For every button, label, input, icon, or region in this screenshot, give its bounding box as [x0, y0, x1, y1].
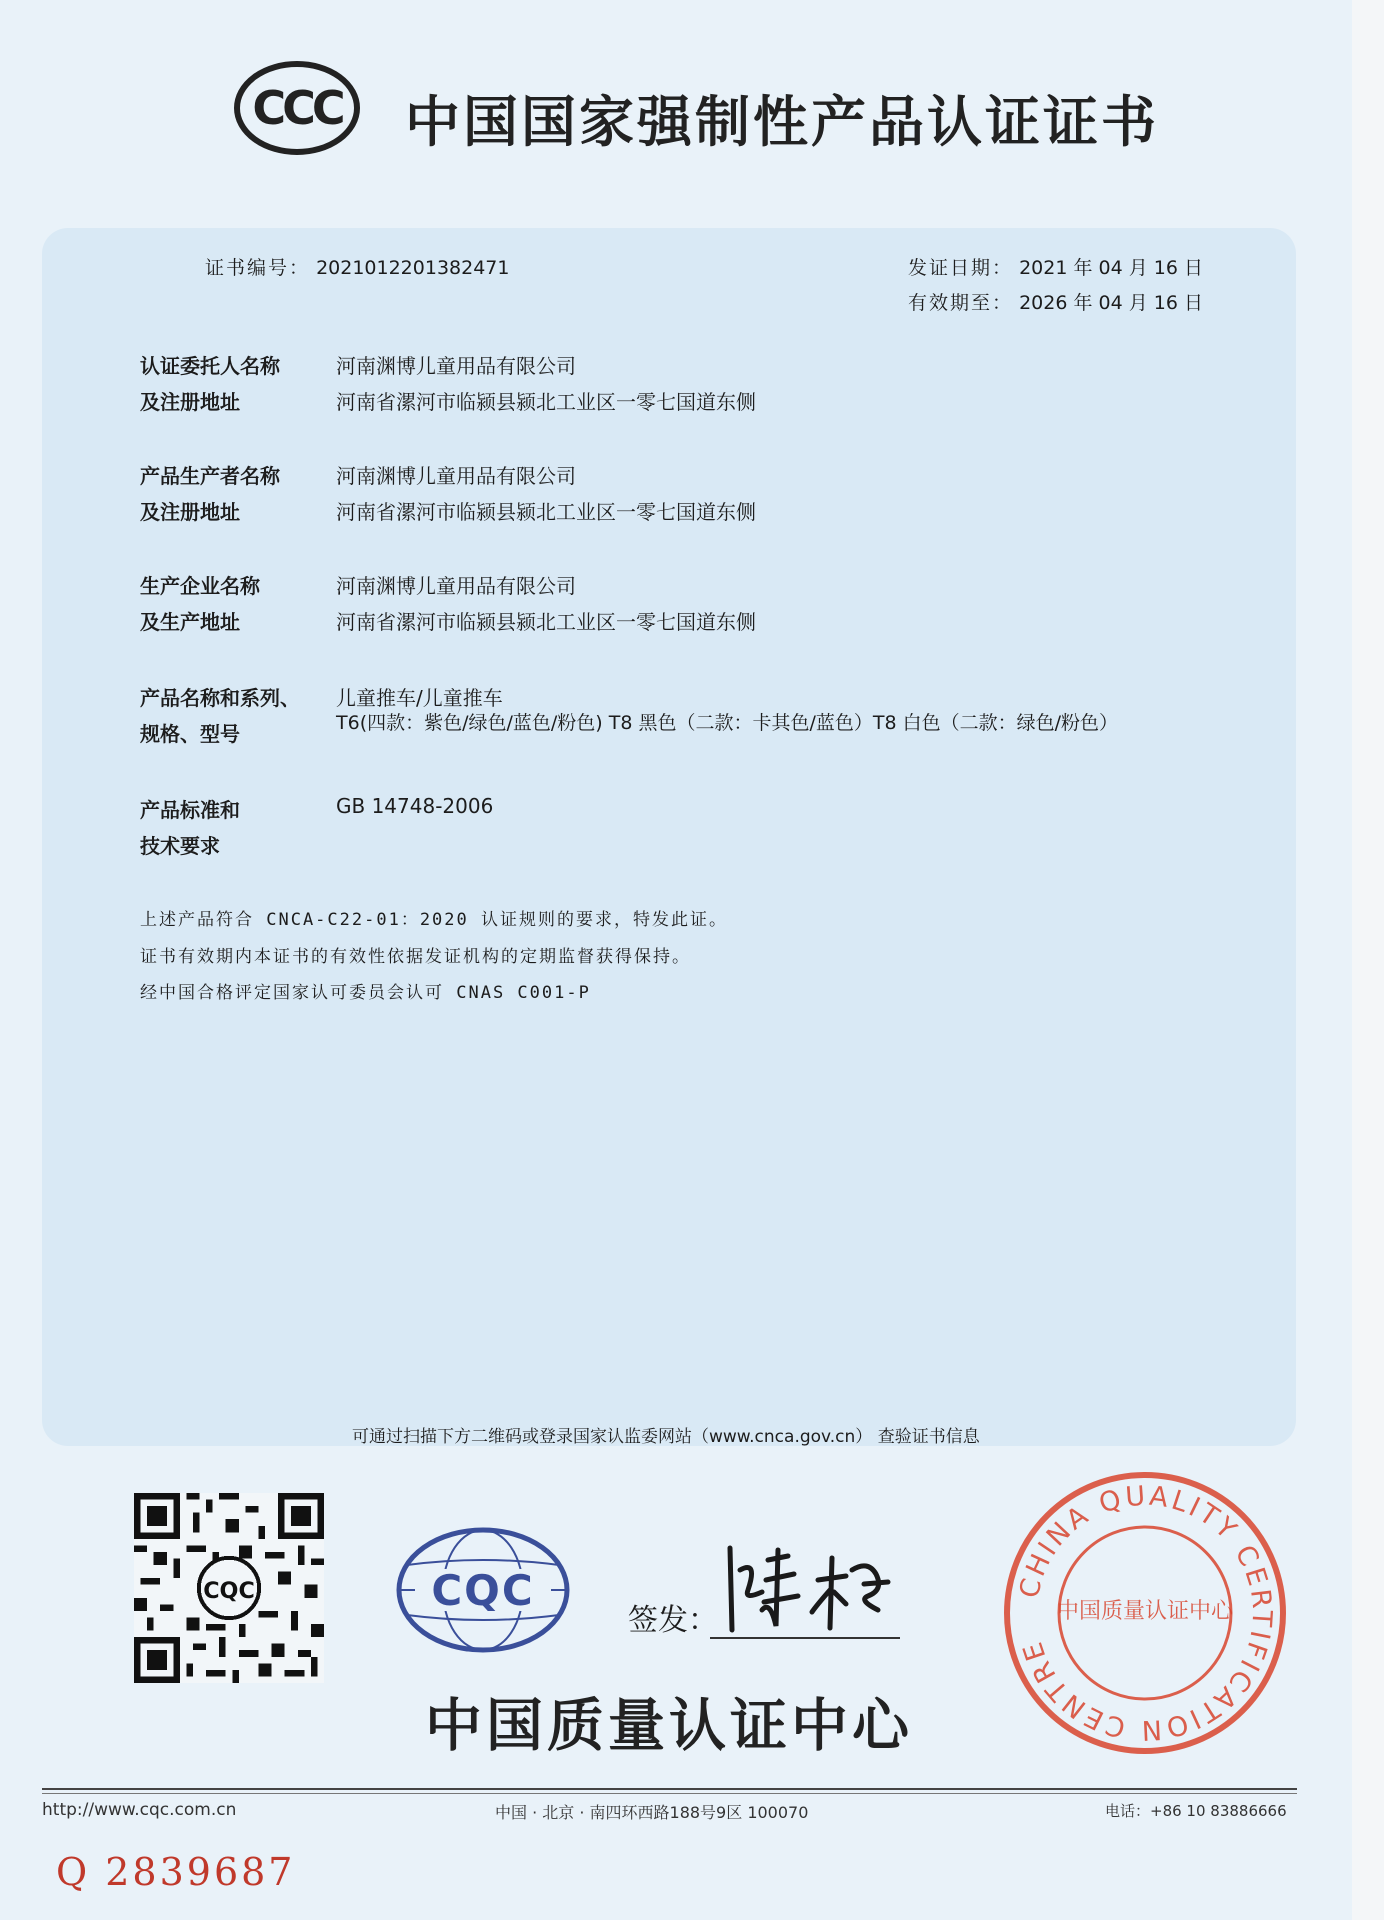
- factory-label: 生产企业名称: [140, 574, 260, 598]
- product-model-label: 规格、型号: [140, 722, 240, 746]
- signature-label: 签发：: [628, 1603, 718, 1638]
- footer-divider: [42, 1788, 1297, 1790]
- certificate-title: 中国国家强制性产品认证证书: [405, 90, 1160, 154]
- manufacturer-name: 河南渊博儿童用品有限公司: [336, 464, 576, 488]
- signature-line: [710, 1637, 900, 1639]
- svg-text:CHINA QUALITY CERTIFICATION CE: CHINA QUALITY CERTIFICATION CENTRE: [1013, 1480, 1278, 1746]
- issuing-organization: 中国质量认证中心: [425, 1693, 913, 1759]
- ccc-logo-icon: [232, 58, 362, 158]
- product-models: T6(四款：紫色/绿色/蓝色/粉色) T8 黑色（二款：卡其色/蓝色）T8 白色（二款：绿色/粉色）: [336, 712, 1119, 734]
- statement-line: 证书有效期内本证书的有效性依据发证机构的定期监督获得保持。: [140, 947, 691, 967]
- cert-no-label: 证书编号：: [205, 257, 311, 279]
- official-seal-icon: [1000, 1468, 1290, 1758]
- valid-until-value: 2026 年 04 月 16 日: [1019, 292, 1203, 314]
- issue-date-value: 2021 年 04 月 16 日: [1019, 257, 1203, 279]
- scan-edge: [1352, 0, 1384, 1920]
- cert-no-value: 2021012201382471: [316, 257, 510, 279]
- valid-until-label: 有效期至：: [908, 292, 1014, 314]
- certificate-number: [205, 253, 509, 280]
- issue-date: [908, 253, 1203, 280]
- svg-text:中国质量认证中心: 中国质量认证中心: [1056, 1599, 1234, 1624]
- serial-number: Q 2839687: [56, 1850, 296, 1894]
- issue-date-label: 发证日期：: [908, 257, 1014, 279]
- factory-name: 河南渊博儿童用品有限公司: [336, 574, 576, 598]
- manufacturer-address-label: 及注册地址: [140, 500, 240, 524]
- footer-divider: [42, 1793, 1297, 1794]
- factory-address: 河南省漯河市临颍县颍北工业区一零七国道东侧: [336, 610, 756, 634]
- manufacturer-address: 河南省漯河市临颍县颍北工业区一零七国道东侧: [336, 500, 756, 524]
- standard-requirements-label: 技术要求: [140, 834, 220, 858]
- svg-text:CQC: CQC: [203, 1577, 255, 1604]
- postal-address: 中国 · 北京 · 南四环西路188号9区 100070: [495, 1803, 809, 1822]
- svg-text:CQC: CQC: [431, 1566, 535, 1615]
- standard-label: 产品标准和: [140, 798, 240, 822]
- statement-line: 经中国合格评定国家认可委员会认可 CNAS C001-P: [140, 983, 591, 1003]
- cqc-logo-icon: [393, 1525, 573, 1655]
- product-name: 儿童推车/儿童推车: [336, 686, 503, 710]
- website-link[interactable]: http://www.cqc.com.cn: [42, 1800, 237, 1820]
- handwritten-signature: [718, 1530, 898, 1640]
- svg-text:CCC: CCC: [252, 81, 342, 135]
- statement-line: 上述产品符合 CNCA-C22-01：2020 认证规则的要求，特发此证。: [140, 910, 728, 930]
- telephone: 电话：+86 10 83886666: [1105, 1802, 1287, 1820]
- applicant-address-label: 及注册地址: [140, 390, 240, 414]
- product-label: 产品名称和系列、: [140, 686, 300, 710]
- applicant-name: 河南渊博儿童用品有限公司: [336, 354, 576, 378]
- qr-code-icon[interactable]: [134, 1493, 324, 1683]
- verification-note: 可通过扫描下方二维码或登录国家认监委网站（www.cnca.gov.cn） 查验证书信息: [352, 1427, 980, 1447]
- valid-until: [908, 288, 1203, 315]
- applicant-label: 认证委托人名称: [140, 354, 280, 378]
- manufacturer-label: 产品生产者名称: [140, 464, 280, 488]
- factory-address-label: 及生产地址: [140, 610, 240, 634]
- applicant-address: 河南省漯河市临颍县颍北工业区一零七国道东侧: [336, 390, 756, 414]
- standard-value: GB 14748-2006: [336, 794, 494, 818]
